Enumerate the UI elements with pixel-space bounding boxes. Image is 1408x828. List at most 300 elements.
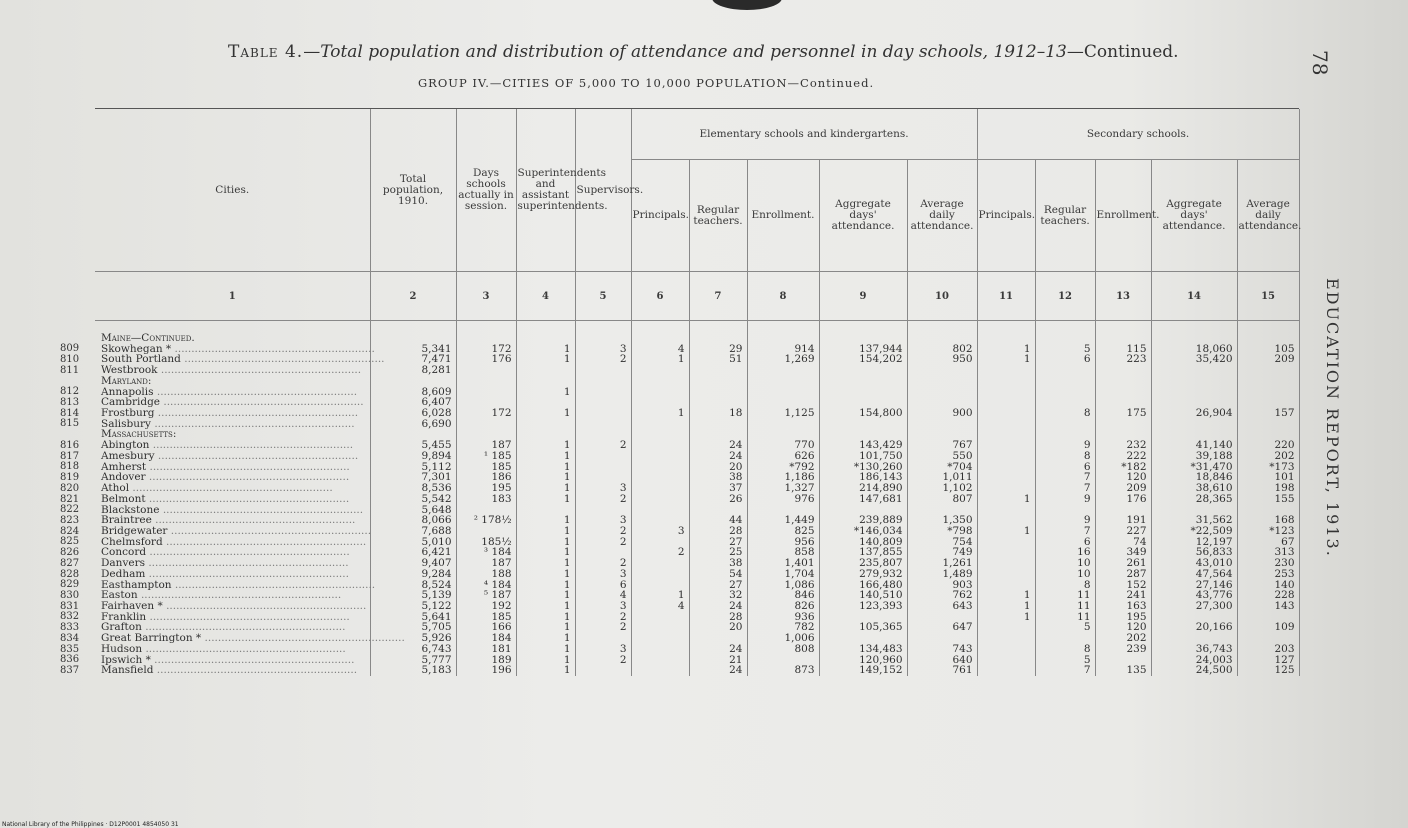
column-number-8: 8	[747, 272, 819, 321]
cell-col-3	[456, 321, 516, 344]
cell-col-4: 1	[516, 558, 575, 569]
city-name: Hudson	[101, 642, 143, 655]
cell-col-3: 196	[456, 665, 516, 676]
cell-col-6	[631, 644, 689, 655]
cell-col-14	[1151, 419, 1237, 430]
state-name: Maine—Continued.	[101, 332, 195, 344]
cell-col-12: 10	[1035, 558, 1095, 569]
cell-col-10: 950	[907, 354, 977, 365]
cell-col-8: 914	[747, 344, 819, 355]
cell-col-12: 8	[1035, 644, 1095, 655]
leader-dots: ............................................................	[151, 514, 356, 527]
cell-col-15: 127	[1237, 655, 1299, 666]
cell-col-12: 8	[1035, 408, 1095, 419]
column-number-row	[95, 272, 1299, 321]
cell-col-8: 1,449	[747, 515, 819, 526]
cell-col-12	[1035, 387, 1095, 398]
cell-col-7: 29	[689, 344, 747, 355]
cell-col-4: 1	[516, 547, 575, 558]
leader-dots: ............................................................	[141, 621, 346, 634]
cell-col-13: 349	[1095, 547, 1151, 558]
column-number-3: 3	[456, 272, 516, 321]
cell-col-2: 9,284	[370, 569, 456, 580]
cell-col-15: 203	[1237, 644, 1299, 655]
cell-col-15	[1237, 387, 1299, 398]
cell-col-12: 9	[1035, 440, 1095, 451]
cell-col-11	[977, 633, 1035, 644]
leader-dots: ............................................................	[142, 642, 346, 655]
cell-col-7: 25	[689, 547, 747, 558]
leader-dots: ............................................................	[160, 396, 364, 409]
cell-col-12: 9	[1035, 494, 1095, 505]
leader-dots: ............................................................	[154, 449, 359, 462]
cell-col-7: 24	[689, 451, 747, 462]
cell-col-15	[1237, 321, 1299, 344]
cell-col-8: 873	[747, 665, 819, 676]
cell-col-14: 56,833	[1151, 547, 1237, 558]
cell-col-3: ³ 184	[456, 547, 516, 558]
cell-col-7: 27	[689, 537, 747, 548]
col-header-8: Enrollment.	[747, 160, 819, 272]
cell-col-3: ⁵ 187	[456, 590, 516, 601]
cell-col-14: 27,146	[1151, 580, 1237, 591]
city-name: Concord	[101, 546, 147, 559]
cell-col-10: 1,011	[907, 472, 977, 483]
cell-col-10: 900	[907, 408, 977, 419]
cell-col-2: 5,122	[370, 601, 456, 612]
cell-col-11	[977, 376, 1035, 387]
cell-col-12: 7	[1035, 526, 1095, 537]
cell-col-9: *130,260	[819, 462, 907, 473]
cell-col-5: 6	[575, 580, 631, 591]
cell-col-3: 187	[456, 558, 516, 569]
cell-col-8: *792	[747, 462, 819, 473]
cell-col-4: 1	[516, 590, 575, 601]
cell-col-14: 27,300	[1151, 601, 1237, 612]
cell-col-9	[819, 419, 907, 430]
cell-col-14: *31,470	[1151, 462, 1237, 473]
cell-col-14: 43,010	[1151, 558, 1237, 569]
cell-col-6: 1	[631, 408, 689, 419]
cell-col-10: 647	[907, 622, 977, 633]
cell-col-4: 1	[516, 440, 575, 451]
row-number: 825	[60, 536, 80, 548]
cell-col-14: 35,420	[1151, 354, 1237, 365]
col-header-1: Cities.	[95, 109, 370, 272]
cell-col-3	[456, 376, 516, 387]
cell-col-7: 24	[689, 644, 747, 655]
leader-dots: ............................................................	[153, 664, 358, 677]
cell-col-11	[977, 321, 1035, 344]
cell-col-7	[689, 365, 747, 376]
cell-col-8: 770	[747, 440, 819, 451]
row-number: 834	[60, 632, 80, 644]
cell-col-5	[575, 376, 631, 387]
cell-col-2: 6,407	[370, 397, 456, 408]
cell-col-10: 802	[907, 344, 977, 355]
cell-col-15: 168	[1237, 515, 1299, 526]
cell-col-12: 9	[1035, 515, 1095, 526]
city-cell	[95, 321, 370, 344]
cell-col-3: ⁴ 184	[456, 580, 516, 591]
cell-col-8: 782	[747, 622, 819, 633]
cell-col-7: 28	[689, 526, 747, 537]
cell-col-6	[631, 483, 689, 494]
cell-col-13: 227	[1095, 526, 1151, 537]
cell-col-4: 1	[516, 580, 575, 591]
cell-col-14	[1151, 387, 1237, 398]
city-name: Amesbury	[101, 449, 155, 462]
cell-col-6: 3	[631, 526, 689, 537]
cell-col-14: 12,197	[1151, 537, 1237, 548]
cell-col-11: 1	[977, 494, 1035, 505]
col-header-9: Aggregate days' attendance.	[819, 160, 907, 272]
leader-dots: ............................................................	[180, 353, 385, 366]
col-header-13: Enrollment.	[1095, 160, 1151, 272]
cell-col-3: 183	[456, 494, 516, 505]
cell-col-15	[1237, 419, 1299, 430]
cell-col-5: 2	[575, 526, 631, 537]
cell-col-11	[977, 408, 1035, 419]
leader-dots: ............................................................	[162, 535, 367, 548]
cell-col-2: 5,926	[370, 633, 456, 644]
cell-col-6	[631, 429, 689, 440]
cell-col-6	[631, 365, 689, 376]
cell-col-11	[977, 440, 1035, 451]
cell-col-3: 181	[456, 644, 516, 655]
cell-col-5: 2	[575, 440, 631, 451]
cell-col-6	[631, 655, 689, 666]
cell-col-6	[631, 462, 689, 473]
city-cell	[95, 665, 370, 676]
cell-col-5: 3	[575, 344, 631, 355]
cell-col-9: 186,143	[819, 472, 907, 483]
city-name: Cambridge	[101, 396, 161, 409]
cell-col-5: 2	[575, 494, 631, 505]
cell-col-10: 1,102	[907, 483, 977, 494]
col-header-6: Principals.	[631, 160, 689, 272]
cell-col-6	[631, 472, 689, 483]
cell-col-5	[575, 665, 631, 676]
col-header-2: Total population, 1910.	[370, 109, 456, 272]
cell-col-10: 754	[907, 537, 977, 548]
cell-col-9: 166,480	[819, 580, 907, 591]
leader-dots: ............................................................	[145, 557, 349, 570]
cell-col-13: 223	[1095, 354, 1151, 365]
leader-dots: ............................................................	[150, 653, 355, 666]
leader-dots: ............................................................	[167, 524, 372, 537]
cell-col-4: 1	[516, 515, 575, 526]
cell-col-9: 105,365	[819, 622, 907, 633]
leader-dots: ............................................................	[149, 439, 354, 452]
cell-col-2: 5,139	[370, 590, 456, 601]
cell-col-3: 184	[456, 633, 516, 644]
cell-col-7: 26	[689, 494, 747, 505]
cell-col-7: 24	[689, 440, 747, 451]
cell-col-5	[575, 451, 631, 462]
cell-col-5: 2	[575, 537, 631, 548]
cell-col-2: 7,301	[370, 472, 456, 483]
cell-col-9: 235,807	[819, 558, 907, 569]
city-name: Easton	[101, 589, 138, 602]
cell-col-14: 41,140	[1151, 440, 1237, 451]
cell-col-10: 550	[907, 451, 977, 462]
cell-col-4: 1	[516, 655, 575, 666]
cell-col-5: 3	[575, 601, 631, 612]
cell-col-4: 1	[516, 483, 575, 494]
cell-col-11	[977, 655, 1035, 666]
cell-col-13: 74	[1095, 537, 1151, 548]
cell-col-10: *798	[907, 526, 977, 537]
cell-col-8: 1,327	[747, 483, 819, 494]
cell-col-9: 137,944	[819, 344, 907, 355]
row-number: 837	[60, 665, 80, 676]
cell-col-15: 67	[1237, 537, 1299, 548]
leader-dots: ............................................................	[146, 546, 350, 559]
row-number: 831	[60, 600, 80, 612]
row-number: 822	[60, 504, 80, 516]
cell-col-4	[516, 365, 575, 376]
cell-col-9: 143,429	[819, 440, 907, 451]
cell-col-8: 1,704	[747, 569, 819, 580]
cell-col-12: 6	[1035, 462, 1095, 473]
cell-col-5: 2	[575, 655, 631, 666]
cell-col-2: 5,777	[370, 655, 456, 666]
cell-col-14: 24,003	[1151, 655, 1237, 666]
state-heading-row	[95, 321, 1299, 344]
leader-dots: ............................................................	[201, 632, 405, 645]
cell-col-12: 7	[1035, 472, 1095, 483]
table-title-lead: Table 4.	[228, 42, 304, 62]
cell-col-13	[1095, 376, 1151, 387]
col-header-14: Aggregate days' attendance.	[1151, 160, 1237, 272]
cell-col-4: 1	[516, 537, 575, 548]
cell-col-14: 18,846	[1151, 472, 1237, 483]
cell-col-6	[631, 569, 689, 580]
cell-col-11	[977, 569, 1035, 580]
cell-col-2: 8,281	[370, 365, 456, 376]
cell-col-3: 186	[456, 472, 516, 483]
cell-col-11	[977, 429, 1035, 440]
cell-col-9	[819, 365, 907, 376]
cell-col-8: 846	[747, 590, 819, 601]
leader-dots: ............................................................	[159, 503, 364, 516]
ink-blot	[712, 0, 782, 10]
cell-col-8: 826	[747, 601, 819, 612]
city-name: Blackstone	[101, 503, 160, 516]
cell-col-10: 903	[907, 580, 977, 591]
row-number: 833	[60, 622, 80, 634]
row-number: 820	[60, 482, 80, 494]
cell-col-10: 767	[907, 440, 977, 451]
cell-col-3: 185	[456, 612, 516, 623]
cell-col-2: 9,894	[370, 451, 456, 462]
cell-col-12: 6	[1035, 354, 1095, 365]
leader-dots: ............................................................	[151, 417, 355, 430]
cell-col-13	[1095, 387, 1151, 398]
cell-col-13: 209	[1095, 483, 1151, 494]
leader-dots: ............................................................	[129, 482, 333, 495]
cell-col-10: *704	[907, 462, 977, 473]
cell-col-14	[1151, 321, 1237, 344]
city-name: Grafton	[101, 621, 142, 634]
city-name: Braintree	[101, 514, 152, 527]
cell-col-6	[631, 451, 689, 462]
cell-col-13: 176	[1095, 494, 1151, 505]
cell-col-8: 1,006	[747, 633, 819, 644]
cell-col-11	[977, 387, 1035, 398]
row-number: 816	[60, 439, 80, 451]
data-table	[95, 109, 1300, 676]
cell-col-12: 5	[1035, 655, 1095, 666]
cell-col-3: 188	[456, 569, 516, 580]
cell-col-6	[631, 440, 689, 451]
column-number-1: 1	[95, 272, 370, 321]
cell-col-11: 1	[977, 590, 1035, 601]
cell-col-5: 2	[575, 558, 631, 569]
cell-col-9: 214,890	[819, 483, 907, 494]
cell-col-13: 261	[1095, 558, 1151, 569]
leader-dots: ............................................................	[171, 578, 376, 591]
cell-col-10: 743	[907, 644, 977, 655]
cell-col-15: 230	[1237, 558, 1299, 569]
cell-col-6: 4	[631, 344, 689, 355]
row-number: 813	[60, 397, 80, 409]
cell-col-15: 105	[1237, 344, 1299, 355]
col-header-10: Average daily attendance.	[907, 160, 977, 272]
cell-col-15: 253	[1237, 569, 1299, 580]
cell-col-5	[575, 419, 631, 430]
cell-col-4: 1	[516, 462, 575, 473]
table-container	[95, 108, 1302, 677]
table-row	[95, 419, 1299, 430]
cell-col-5: 2	[575, 622, 631, 633]
cell-col-9: 140,809	[819, 537, 907, 548]
cell-col-13	[1095, 321, 1151, 344]
city-name: Fairhaven *	[101, 599, 163, 612]
cell-col-3: 172	[456, 344, 516, 355]
cell-col-9: 154,202	[819, 354, 907, 365]
city-name: Franklin	[101, 610, 147, 623]
cell-col-8	[747, 376, 819, 387]
cell-col-14: 18,060	[1151, 344, 1237, 355]
cell-col-8: 825	[747, 526, 819, 537]
cell-col-15	[1237, 365, 1299, 376]
cell-col-14: 47,564	[1151, 569, 1237, 580]
cell-col-2	[370, 321, 456, 344]
cell-col-7: 18	[689, 408, 747, 419]
cell-col-9: 154,800	[819, 408, 907, 419]
cell-col-10: 1,489	[907, 569, 977, 580]
cell-col-2: 7,471	[370, 354, 456, 365]
cell-col-4: 1	[516, 344, 575, 355]
cell-col-11: 1	[977, 612, 1035, 623]
cell-col-2	[370, 376, 456, 387]
cell-col-7: 21	[689, 655, 747, 666]
cell-col-14: 24,500	[1151, 665, 1237, 676]
state-name: Maryland:	[101, 374, 152, 387]
col-header-15: Average daily attendance.	[1237, 160, 1299, 272]
leader-dots: ............................................................	[145, 567, 349, 580]
cell-col-2: 6,421	[370, 547, 456, 558]
city-name: Athol	[101, 482, 130, 495]
cell-col-13: 135	[1095, 665, 1151, 676]
cell-col-7: 38	[689, 472, 747, 483]
cell-col-6: 2	[631, 547, 689, 558]
city-name: Amherst	[101, 460, 147, 473]
cell-col-8	[747, 387, 819, 398]
table-subtitle: GROUP IV.—CITIES OF 5,000 TO 10,000 POPULATION—Continued.	[418, 76, 875, 90]
cell-col-9: 147,681	[819, 494, 907, 505]
cell-col-11	[977, 451, 1035, 462]
cell-col-13: 239	[1095, 644, 1151, 655]
row-number: 809	[60, 343, 80, 355]
row-number: 836	[60, 654, 80, 666]
cell-col-13: 175	[1095, 408, 1151, 419]
cell-col-11	[977, 462, 1035, 473]
table-body	[95, 321, 1299, 677]
cell-col-15: 209	[1237, 354, 1299, 365]
city-name: Bridgewater	[101, 524, 168, 537]
cell-col-6	[631, 612, 689, 623]
row-number: 827	[60, 557, 80, 569]
cell-col-2: 9,407	[370, 558, 456, 569]
column-number-2: 2	[370, 272, 456, 321]
cell-col-12: 7	[1035, 483, 1095, 494]
leader-dots: ............................................................	[146, 460, 350, 473]
cell-col-12	[1035, 321, 1095, 344]
cell-col-13: 163	[1095, 601, 1151, 612]
cell-col-14: 43,776	[1151, 590, 1237, 601]
table-title-dash: —	[303, 42, 321, 62]
cell-col-4	[516, 376, 575, 387]
cell-col-11	[977, 419, 1035, 430]
cell-col-14	[1151, 376, 1237, 387]
cell-col-8: 1,186	[747, 472, 819, 483]
table-row	[95, 365, 1299, 376]
cell-col-8: 976	[747, 494, 819, 505]
cell-col-7	[689, 387, 747, 398]
city-name: Frostburg	[101, 407, 155, 420]
cell-col-8: 1,401	[747, 558, 819, 569]
cell-col-10: 643	[907, 601, 977, 612]
cell-col-11	[977, 644, 1035, 655]
cell-col-5	[575, 387, 631, 398]
cell-col-9: 137,855	[819, 547, 907, 558]
cell-col-6	[631, 622, 689, 633]
cell-col-2: 8,536	[370, 483, 456, 494]
cell-col-6	[631, 321, 689, 344]
cell-col-15: 198	[1237, 483, 1299, 494]
cell-col-15: 101	[1237, 472, 1299, 483]
cell-col-3: 192	[456, 601, 516, 612]
city-name: Belmont	[101, 492, 146, 505]
column-number-11: 11	[977, 272, 1035, 321]
cell-col-15	[1237, 376, 1299, 387]
row-number: 814	[60, 407, 80, 419]
cell-col-14: 39,188	[1151, 451, 1237, 462]
cell-col-7	[689, 376, 747, 387]
cell-col-5: 3	[575, 483, 631, 494]
cell-col-10	[907, 365, 977, 376]
cell-col-14	[1151, 365, 1237, 376]
cell-col-7: 24	[689, 665, 747, 676]
cell-col-13: 287	[1095, 569, 1151, 580]
cell-col-12: 11	[1035, 612, 1095, 623]
cell-col-14: 38,610	[1151, 483, 1237, 494]
cell-col-10: 762	[907, 590, 977, 601]
cell-col-6	[631, 505, 689, 516]
